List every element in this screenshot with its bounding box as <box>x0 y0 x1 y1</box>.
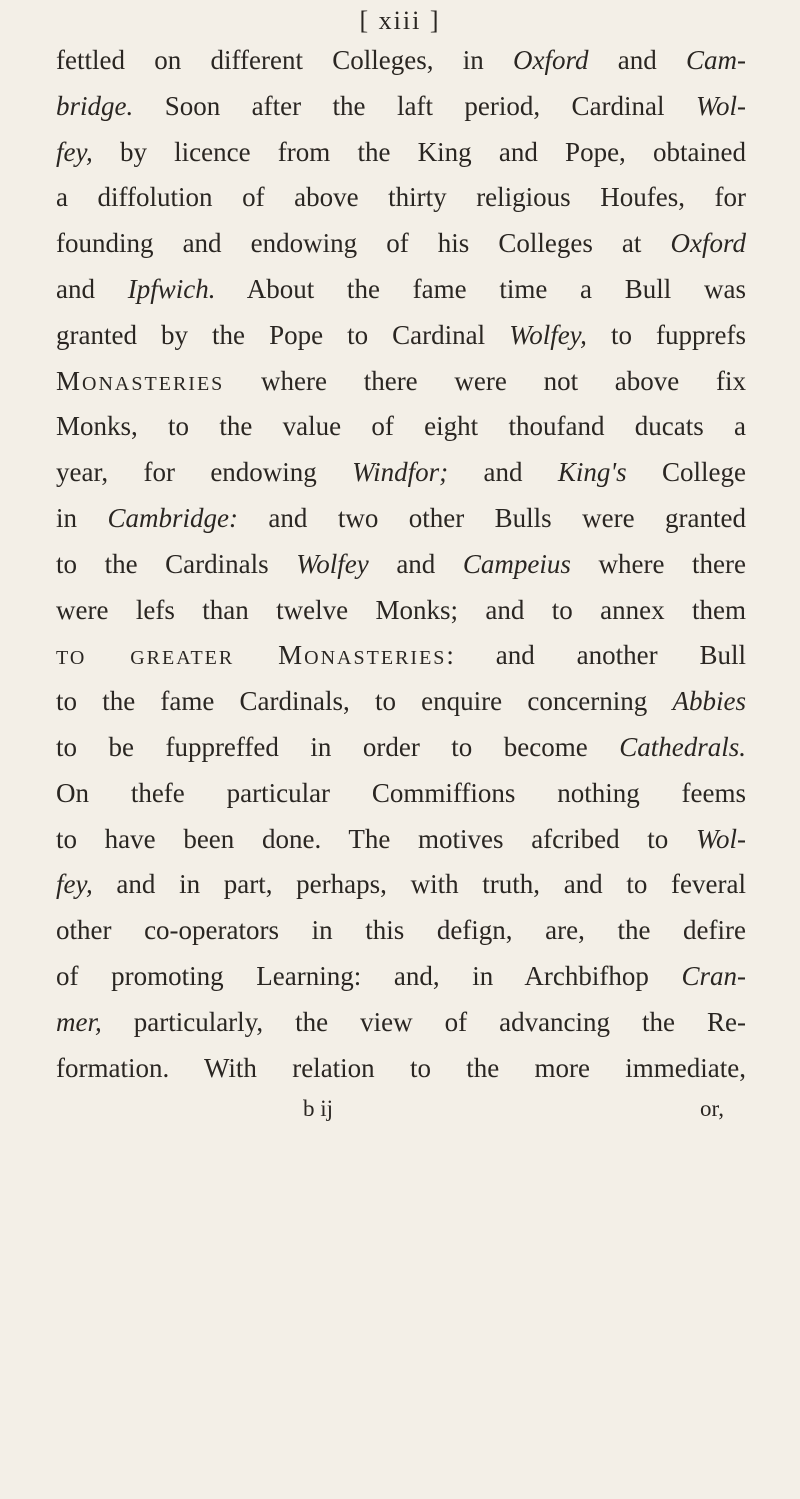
text-segment: About the fame time a Bull was <box>215 274 746 304</box>
text-segment: Ipfwich. <box>127 274 216 304</box>
text-segment: Wolfey <box>296 548 369 579</box>
text-segment: MONASTERIES <box>56 365 225 396</box>
text-segment: Abbies <box>672 686 746 717</box>
text-segment: and <box>448 457 558 488</box>
text-segment: of promoting Learning: and, in Archbifhop <box>56 961 682 991</box>
text-segment: : and another Bull <box>446 640 747 671</box>
text-line <box>56 727 746 767</box>
text-line <box>56 223 746 263</box>
text-segment: and <box>588 45 686 75</box>
text-segment: fey, <box>56 136 93 167</box>
text-line <box>56 544 746 584</box>
text-segment: Windfor; <box>352 457 449 488</box>
text-segment: where there were not above fix <box>224 365 746 396</box>
text-line <box>56 635 746 678</box>
text-line <box>56 361 746 404</box>
text-segment: to the Cardinals <box>56 548 297 579</box>
text-line <box>56 590 746 630</box>
text-segment: were lefs than twelve Monks; and to annex them <box>56 594 746 625</box>
text-segment: in <box>56 503 108 533</box>
text-segment: Wol- <box>695 823 746 854</box>
text-segment: other co-operators in this defign, are, the defire <box>56 915 746 946</box>
catchword: or, <box>700 1096 724 1121</box>
text-segment: fey, <box>56 869 93 900</box>
text-line <box>56 956 746 996</box>
text-segment: Oxford <box>670 228 746 259</box>
text-segment: TO GREATER MONASTERIES <box>56 640 447 671</box>
text-line <box>56 1002 746 1042</box>
text-segment: Campeius <box>462 548 571 579</box>
text-segment: to fupprefs <box>586 319 746 350</box>
text-line <box>56 773 746 813</box>
text-segment: to be fuppreffed in order to become <box>56 732 620 762</box>
text-segment: mer, <box>56 1006 102 1037</box>
text-line <box>56 864 746 904</box>
text-segment: Cathedrals. <box>619 732 746 762</box>
text-line <box>56 498 746 538</box>
text-segment: granted by the Pope to Cardinal <box>56 319 510 350</box>
text-line <box>56 132 746 172</box>
text-segment: Cam- <box>686 45 746 75</box>
text-segment: King's <box>557 457 627 488</box>
text-line <box>56 406 746 446</box>
text-line <box>56 86 746 126</box>
signature-mark: b ij <box>303 1096 334 1121</box>
text-segment: College <box>626 457 746 488</box>
text-line <box>56 452 746 492</box>
text-segment: and <box>368 548 463 579</box>
text-segment: to have been done. The motives afcribed to <box>56 823 696 854</box>
text-segment: founding and endowing of his Colleges at <box>56 228 671 259</box>
text-line <box>56 910 746 950</box>
text-segment: a diffolution of above thirty religious Houfes, for <box>56 182 746 213</box>
text-segment: to the fame Cardinals, to enquire concerning <box>56 686 673 717</box>
text-segment: and two other Bulls were granted <box>237 503 746 533</box>
text-line <box>56 315 746 355</box>
text-segment: Wolfey, <box>509 319 587 350</box>
text-segment: Cambridge: <box>107 503 238 533</box>
text-segment: bridge. <box>56 90 134 121</box>
text-segment: formation. With relation to the more immediate, <box>56 1052 746 1083</box>
text-segment: and <box>56 274 128 304</box>
text-segment: Monks, to the value of eight thoufand ducats a <box>56 411 746 442</box>
page-number-header: [ xiii ] <box>359 6 441 35</box>
text-line <box>56 819 746 859</box>
page-footer <box>0 1096 800 1136</box>
text-line <box>56 40 746 80</box>
text-segment: Soon after the laft period, Cardinal <box>133 90 696 121</box>
text-segment: where there <box>570 548 747 579</box>
text-segment: by licence from the King and Pope, obtained <box>92 136 746 167</box>
text-line <box>56 681 746 721</box>
text-segment: On thefe particular Commiffions nothing feems <box>56 777 746 808</box>
text-segment: Oxford <box>512 45 589 75</box>
text-segment: particularly, the view of advancing the Re- <box>101 1006 746 1037</box>
text-segment: year, for endowing <box>56 457 353 488</box>
text-segment: and in part, perhaps, with truth, and to feveral <box>92 869 746 900</box>
text-segment: Wol- <box>695 90 746 121</box>
text-line <box>56 1048 746 1088</box>
text-line <box>56 269 746 309</box>
text-line <box>56 177 746 217</box>
text-segment: fettled on different Colleges, in <box>56 45 513 75</box>
text-segment: Cran- <box>681 961 746 991</box>
